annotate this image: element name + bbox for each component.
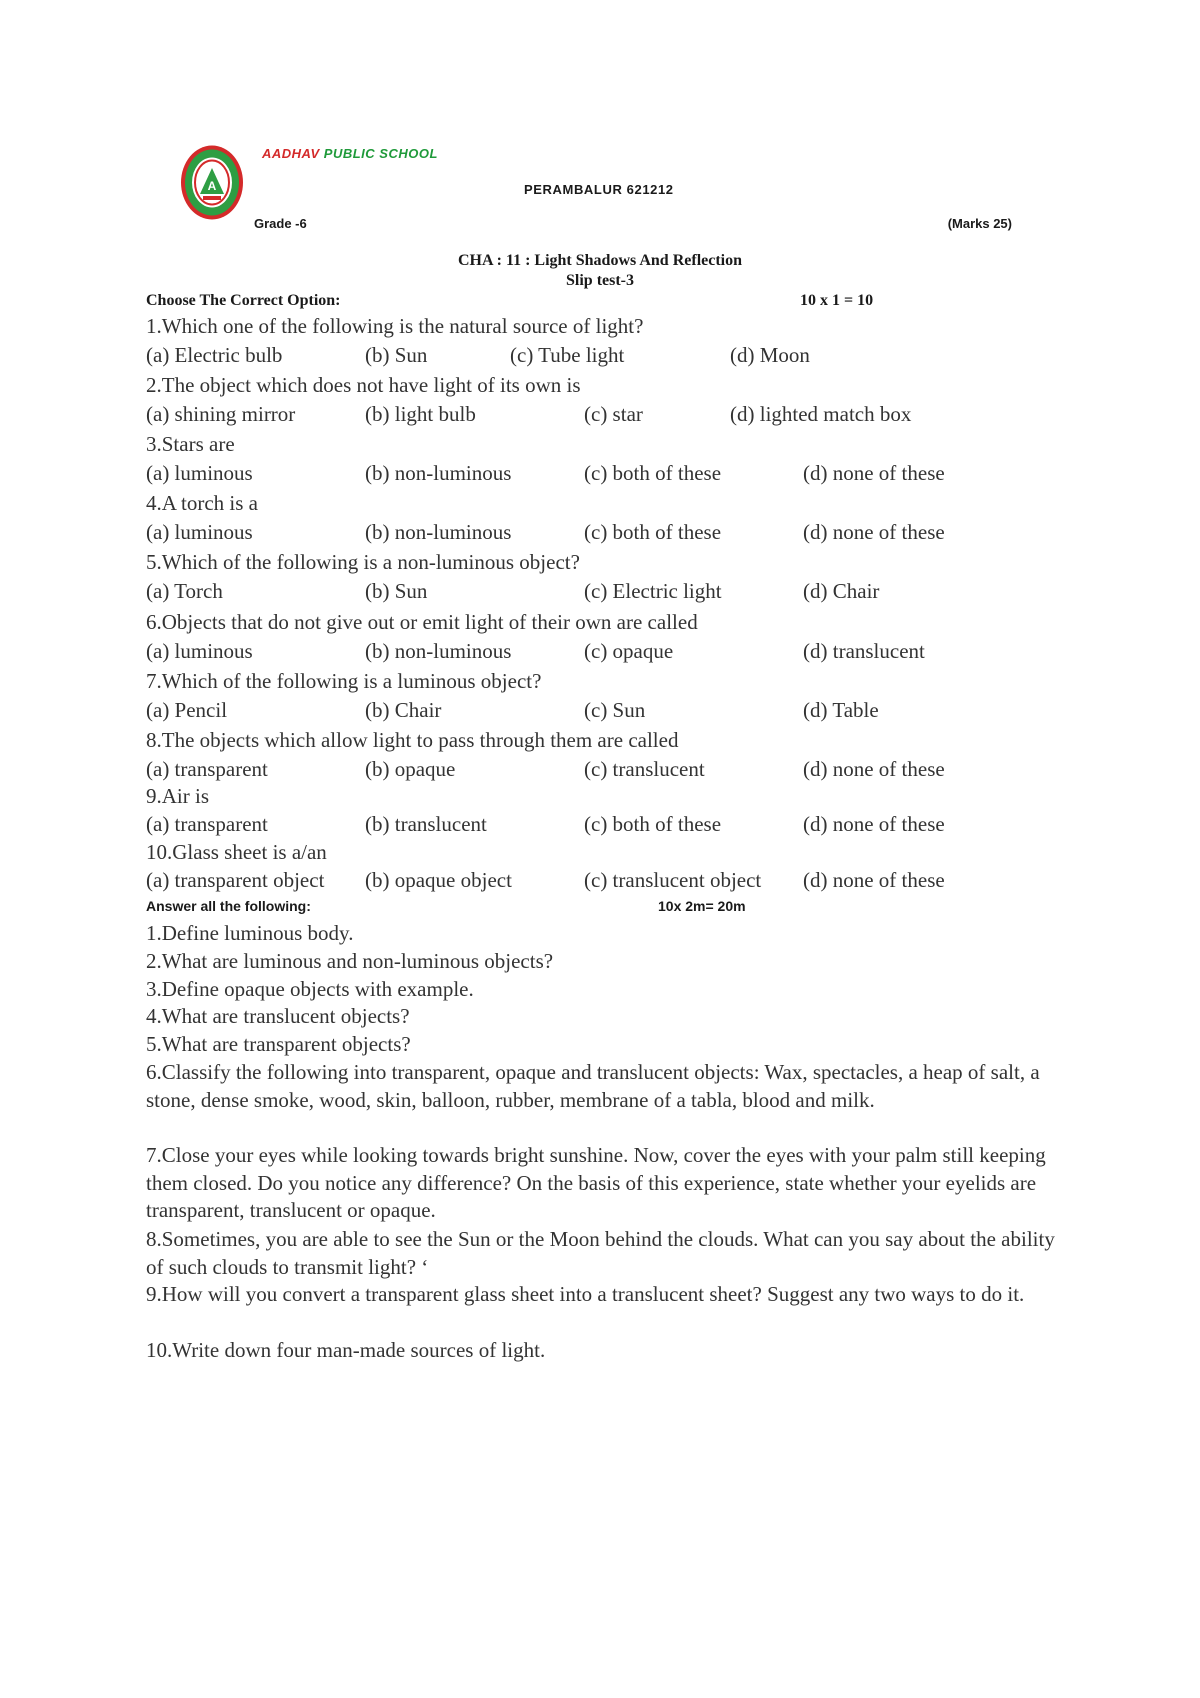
mcq-question: 9.Air is	[146, 784, 209, 808]
mcq-option-c: (c) both of these	[584, 520, 722, 544]
mcq-option-b: (b) opaque	[365, 757, 456, 781]
total-marks: (Marks 25)	[947, 216, 1012, 231]
mcq-option-c: (c) translucent	[584, 757, 705, 781]
mcq-option-d: (d) none of these	[803, 868, 945, 892]
short-question: 7.Close your eyes while looking towards bright sunshine. Now, cover the eyes with your palm still keeping them closed. Do you notice any difference? On the basis of this experience, state whether your eyelids are transparent, translucent or opaque.	[146, 1143, 1046, 1222]
mcq-option-a: (a) shining mirror	[146, 402, 296, 426]
mcq-option-a: (a) transparent	[146, 812, 268, 836]
short-question: 6.Classify the following into transparent, opaque and translucent objects: Wax, spectacles, a heap of salt, a stone, dense smoke, wood, skin, balloon, rubber, membrane of a tabla, blood and milk.	[146, 1060, 1040, 1112]
mcq-option-c: (c) Sun	[584, 698, 646, 722]
mcq-question: 4.A torch is a	[146, 491, 258, 515]
mcq-option-c: (c) Tube light	[510, 343, 625, 367]
mcq-option-c: (c) translucent object	[584, 868, 762, 892]
mcq-option-b: (b) translucent	[365, 812, 487, 836]
mcq-option-d: (d) none of these	[803, 812, 945, 836]
section2-heading: Answer all the following:	[146, 898, 311, 914]
section1-marks: 10 x 1 = 10	[800, 292, 874, 309]
slip-test-title: Slip test-3	[566, 272, 634, 289]
school-name-part2: PUBLIC SCHOOL	[323, 146, 438, 161]
mcq-question: 6.Objects that do not give out or emit light of their own are called	[146, 610, 698, 634]
mcq-option-b: (b) Sun	[365, 343, 428, 367]
mcq-option-a: (a) luminous	[146, 461, 253, 485]
school-place: PERAMBALUR 621212	[524, 182, 674, 197]
short-question: 4.What are translucent objects?	[146, 1004, 410, 1028]
mcq-option-d: (d) Table	[803, 698, 879, 722]
mcq-option-d: (d) lighted match box	[730, 402, 912, 426]
mcq-option-a: (a) Electric bulb	[146, 343, 283, 367]
mcq-option-d: (d) Chair	[803, 579, 880, 603]
school-name-part1: AADHAV	[262, 146, 320, 161]
mcq-question: 5.Which of the following is a non-luminous object?	[146, 550, 580, 574]
short-question: 1.Define luminous body.	[146, 921, 354, 945]
mcq-option-a: (a) Torch	[146, 579, 223, 603]
mcq-question: 10.Glass sheet is a/an	[146, 840, 327, 864]
mcq-option-d: (d) none of these	[803, 461, 945, 485]
section1-heading: Choose The Correct Option:	[146, 292, 341, 309]
mcq-option-a: (a) Pencil	[146, 698, 228, 722]
mcq-question: 2.The object which does not have light of its own is	[146, 373, 581, 397]
school-name	[262, 146, 438, 161]
mcq-option-d: (d) none of these	[803, 520, 945, 544]
mcq-question: 1.Which one of the following is the natural source of light?	[146, 314, 644, 338]
mcq-option-b: (b) opaque object	[365, 868, 512, 892]
mcq-option-a: (a) luminous	[146, 639, 253, 663]
mcq-option-b: (b) light bulb	[365, 402, 476, 426]
short-question: 9.How will you convert a transparent glass sheet into a translucent sheet? Suggest any two ways to do it.	[146, 1282, 1025, 1306]
mcq-option-c: (c) both of these	[584, 812, 722, 836]
mcq-option-a: (a) transparent	[146, 757, 268, 781]
mcq-option-b: (b) non-luminous	[365, 639, 512, 663]
mcq-option-c: (c) opaque	[584, 639, 674, 663]
mcq-question: 3.Stars are	[146, 432, 235, 456]
mcq-option-b: (b) non-luminous	[365, 520, 512, 544]
mcq-question: 7.Which of the following is a luminous object?	[146, 669, 542, 693]
mcq-option-b: (b) Chair	[365, 698, 442, 722]
short-question: 3.Define opaque objects with example.	[146, 977, 474, 1001]
mcq-option-c: (c) Electric light	[584, 579, 722, 603]
mcq-option-b: (b) Sun	[365, 579, 428, 603]
grade-label: Grade -6	[254, 216, 307, 231]
section2-marks: 10x 2m= 20m	[658, 898, 746, 914]
mcq-option-a: (a) transparent object	[146, 868, 325, 892]
chapter-title: CHA : 11 : Light Shadows And Reflection	[457, 252, 743, 269]
school-logo	[180, 144, 244, 221]
short-question: 2.What are luminous and non-luminous objects?	[146, 949, 554, 973]
mcq-option-a: (a) luminous	[146, 520, 253, 544]
short-question: 5.What are transparent objects?	[146, 1032, 411, 1056]
mcq-question: 8.The objects which allow light to pass through them are called	[146, 728, 679, 752]
mcq-option-c: (c) both of these	[584, 461, 722, 485]
mcq-option-b: (b) non-luminous	[365, 461, 512, 485]
mcq-option-d: (d) none of these	[803, 757, 945, 781]
svg-text:A: A	[207, 179, 217, 193]
short-question: 8.Sometimes, you are able to see the Sun or the Moon behind the clouds. What can you say about the ability of such clouds to transmit light? ‘	[146, 1227, 1055, 1279]
mcq-option-d: (d) Moon	[730, 343, 810, 367]
short-question: 10.Write down four man-made sources of light.	[146, 1338, 546, 1362]
mcq-option-d: (d) translucent	[803, 639, 925, 663]
mcq-option-c: (c) star	[584, 402, 643, 426]
